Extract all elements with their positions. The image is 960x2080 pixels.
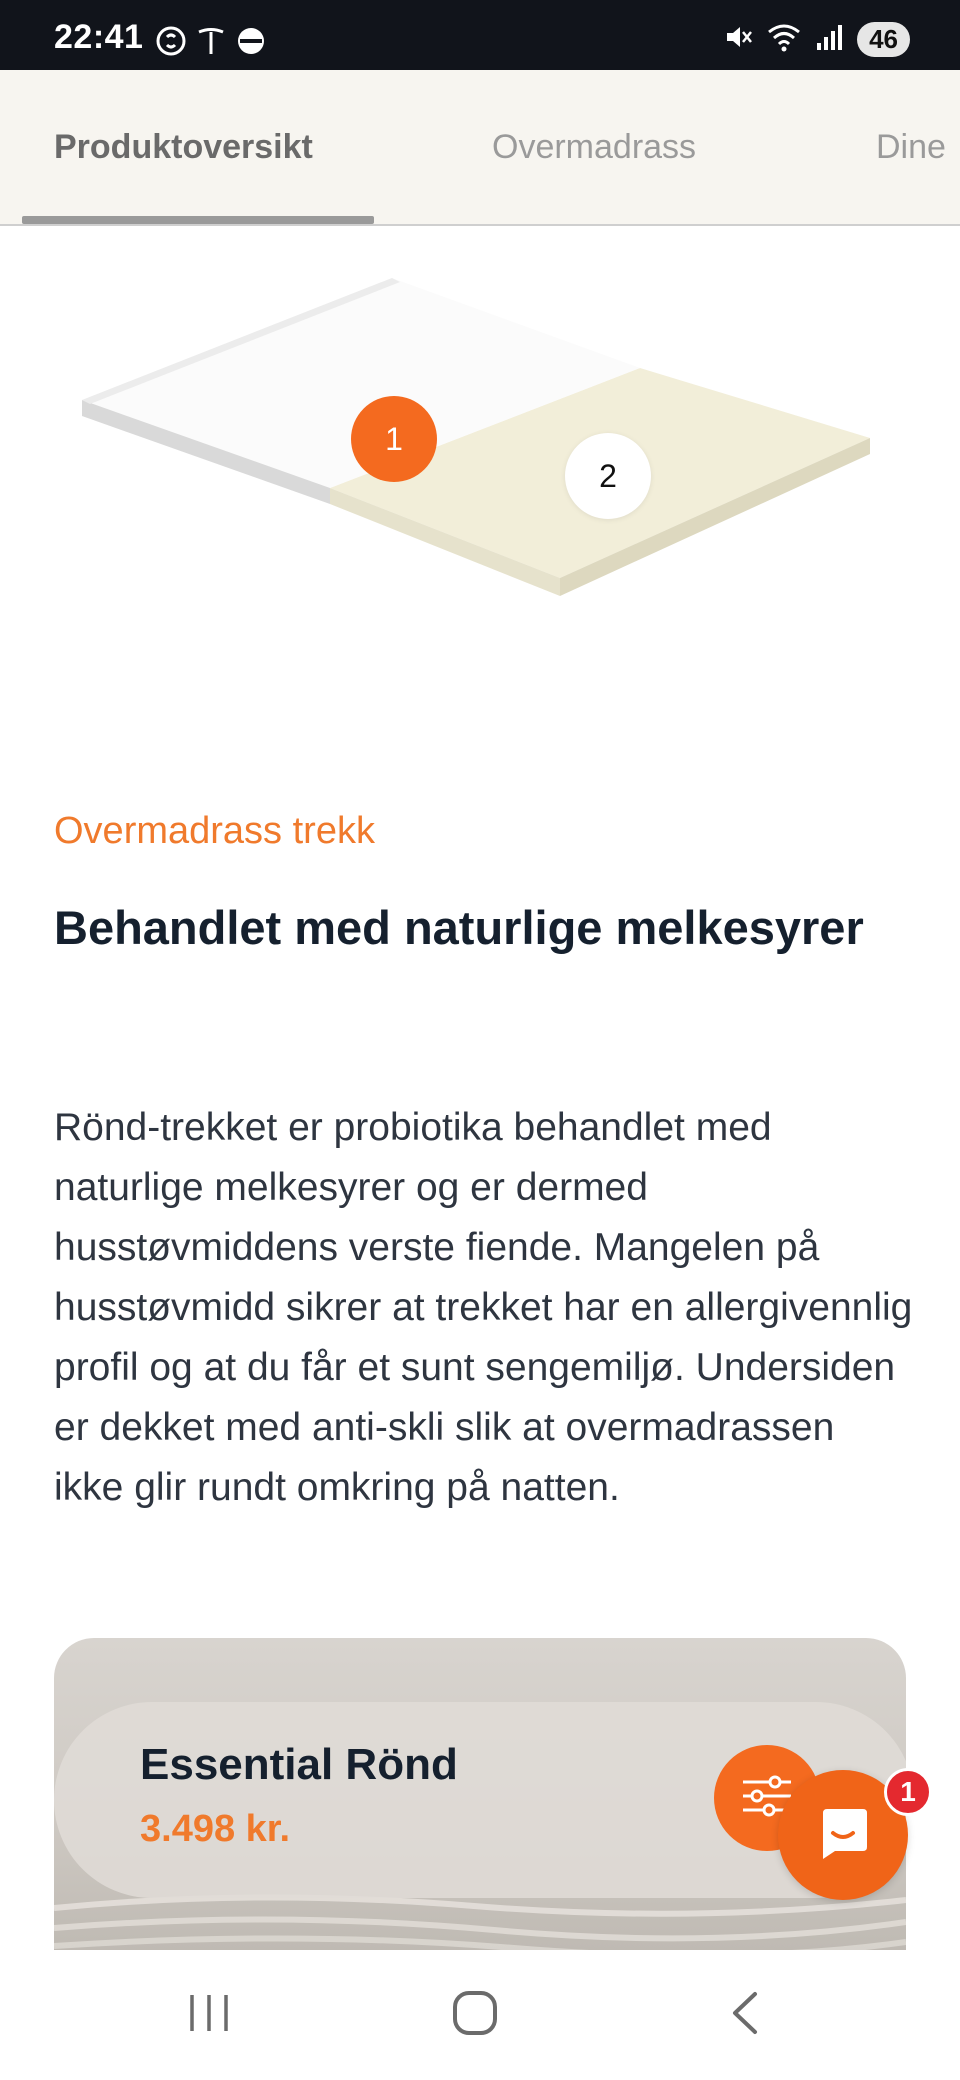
active-tab-indicator	[22, 216, 374, 224]
status-bar	[0, 0, 960, 70]
system-navigation-bar	[0, 1950, 960, 2080]
battery-indicator: 46	[857, 22, 910, 57]
product-price: 3.498 kr.	[140, 1808, 291, 1850]
section-heading: Behandlet med naturlige melkesyrer	[54, 901, 864, 954]
chat-notification-badge: 1	[884, 1768, 932, 1816]
mattress-topper-image	[0, 228, 960, 748]
shazam-icon	[156, 26, 186, 61]
section-body: Rönd-trekket er probiotika behandlet med naturlige melkesyrer og er dermed husstøvmiddens verste fiende. Mangelen på husstøvmidd sikrer at trekket har en allergivennlig profil og at du får et sunt sengemiljø. Undersiden er dekket med anti-skli slik at overmadrassen ikke glir rundt omkring på natten.	[54, 1106, 913, 1509]
status-left-icons	[156, 26, 266, 61]
status-time: 22:41	[54, 18, 144, 56]
back-icon	[725, 1988, 765, 2043]
home-icon	[450, 1988, 500, 2043]
section-eyebrow: Overmadrass trekk	[54, 810, 375, 852]
back-button[interactable]	[700, 1980, 790, 2050]
status-right-icons	[723, 22, 910, 57]
recent-apps-button[interactable]	[164, 1980, 254, 2050]
hotspot-2[interactable]: 2	[565, 433, 651, 519]
tab-produktoversikt[interactable]: Produktoversikt	[54, 128, 313, 166]
wifi-icon	[767, 22, 801, 57]
tab-dine[interactable]: Dine	[876, 128, 946, 166]
signal-icon	[815, 23, 843, 56]
chat-icon	[813, 1803, 873, 1868]
half-moon-icon	[236, 26, 266, 61]
tab-bar	[0, 70, 960, 226]
home-button[interactable]	[430, 1980, 520, 2050]
tab-overmadrass[interactable]: Overmadrass	[492, 128, 697, 166]
recent-apps-icon	[186, 1991, 232, 2040]
hotspot-1[interactable]: 1	[351, 396, 437, 482]
tesla-icon	[196, 26, 226, 61]
product-name: Essential Rönd	[140, 1740, 458, 1789]
mute-icon	[723, 22, 753, 57]
